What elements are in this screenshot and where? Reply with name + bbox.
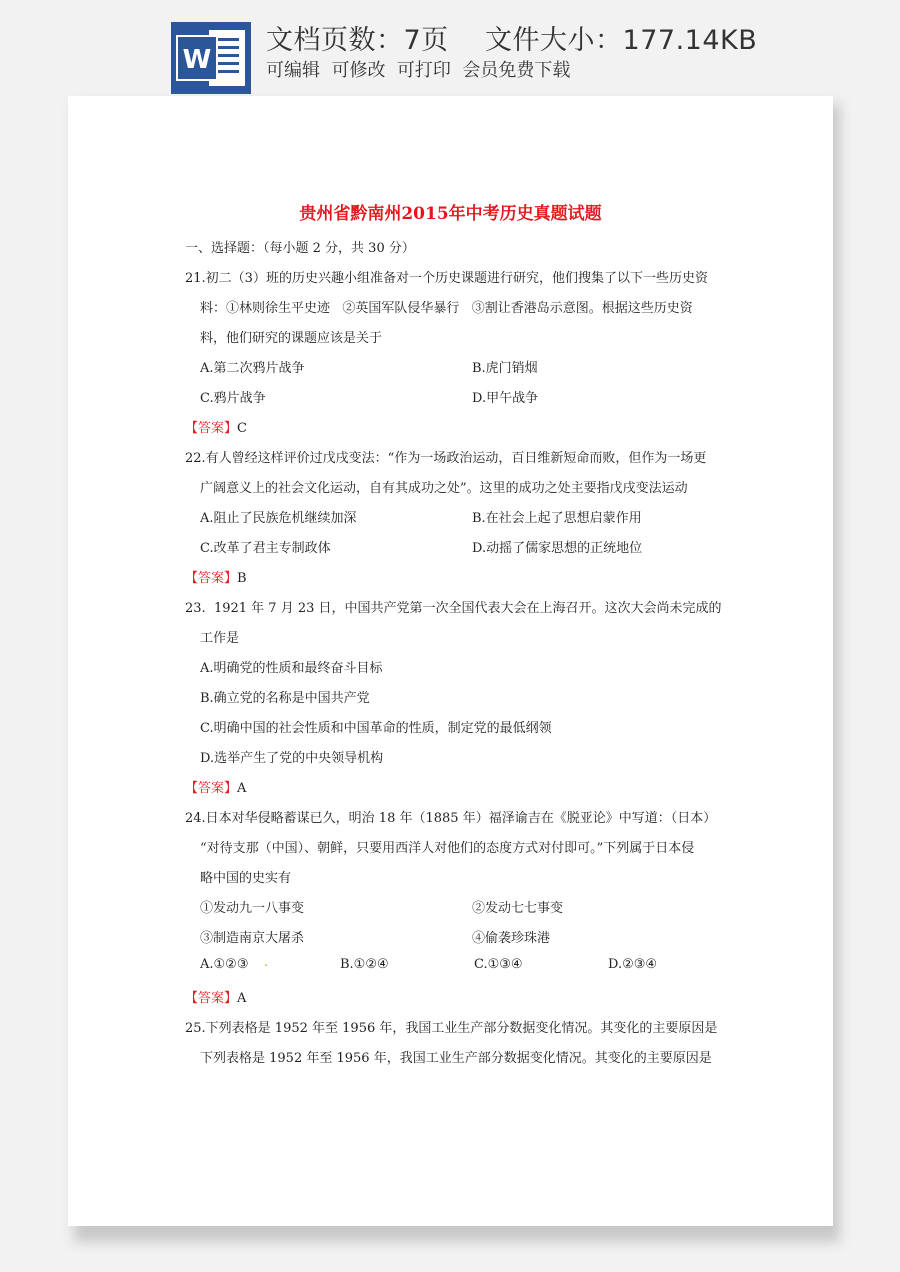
question-24-line2: “对待支那（中国）、朝鲜，只要用西洋人对他们的态度方式对付即可。”下列属于日本侵: [200, 841, 695, 856]
document-page: [68, 96, 833, 1226]
word-document-icon: [171, 22, 251, 94]
question-22-option-b: B.在社会上起了思想启蒙作用: [472, 511, 642, 526]
question-24-line3: 略中国的史实有: [200, 871, 292, 886]
answer-label: 【答案】: [185, 991, 238, 1006]
question-23-option-c: C.明确中国的社会性质和中国革命的性质，制定党的最低纲领: [200, 721, 552, 736]
answer-value: B: [237, 571, 247, 586]
question-23-line1: 23. 1921 年 7 月 23 日，中国共产党第一次全国代表大会在上海召开。这次大会尚未完成的: [185, 601, 722, 616]
question-21-line3: 料，他们研究的课题应该是关于: [200, 331, 383, 346]
question-21-answer: [185, 417, 247, 436]
question-23-line2: 工作是: [200, 631, 240, 646]
feature-list: 可编辑 可修改 可打印 会员免费下载: [266, 60, 571, 81]
question-24-option-c: C.①③④: [474, 957, 523, 972]
document-title: 贵州省黔南州2015年中考历史真题试题: [299, 204, 602, 224]
question-21-line1: 21.初二（3）班的历史兴趣小组准备对一个历史课题进行研究，他们搜集了以下一些历史资: [185, 271, 708, 286]
question-23-answer: [185, 777, 246, 796]
question-25-line1: 25.下列表格是 1952 年至 1956 年，我国工业生产部分数据变化情况。其变化的主要原因是: [185, 1021, 718, 1036]
question-24-answer: [185, 987, 246, 1006]
question-22-line1: 22.有人曾经这样评价过戊戌变法：“作为一场政治运动，百日维新短命而败，但作为一场更: [185, 451, 707, 466]
question-23-option-d: D.选举产生了党的中央领导机构: [200, 751, 384, 766]
answer-label: 【答案】: [185, 781, 238, 796]
question-22-option-d: D.动摇了儒家思想的正统地位: [472, 541, 643, 556]
document-info-banner: [0, 0, 900, 96]
stray-mark: .: [264, 955, 269, 970]
file-size: 文件大小：177.14KB: [485, 25, 758, 56]
answer-value: C: [237, 421, 247, 436]
question-22-option-c: C.改革了君主专制政体: [200, 541, 331, 556]
answer-value: A: [237, 991, 247, 1006]
question-22-line2: 广阔意义上的社会文化运动，自有其成功之处”。这里的成功之处主要指戊戌变法运动: [200, 481, 688, 496]
question-25-line2: 下列表格是 1952 年至 1956 年，我国工业生产部分数据变化情况。其变化的主要原因是: [200, 1051, 712, 1066]
section-heading: 一、选择题：（每小题 2 分，共 30 分）: [185, 241, 415, 256]
question-22-option-a: A.阻止了民族危机继续加深: [200, 511, 357, 526]
answer-label: 【答案】: [185, 571, 238, 586]
question-24-item-3: ③制造南京大屠杀: [200, 931, 305, 946]
question-21-option-a: A.第二次鸦片战争: [200, 361, 305, 376]
question-23-option-a: A.明确党的性质和最终奋斗目标: [200, 661, 383, 676]
question-24-option-a: A.①②③: [200, 957, 249, 972]
page-count: 文档页数：7页: [266, 25, 449, 56]
question-21-option-b: B.虎门销烟: [472, 361, 538, 376]
question-21-option-c: C.鸦片战争: [200, 391, 266, 406]
question-24-option-d: D.②③④: [608, 957, 658, 972]
question-24-item-2: ②发动七七事变: [472, 901, 564, 916]
svg-text:W: W: [182, 45, 212, 75]
question-24-line1: 24.日本对华侵略蓄谋已久，明治 18 年（1885 年）福泽谕吉在《脱亚论》中写道：（日本）: [185, 811, 717, 826]
question-21-option-d: D.甲午战争: [472, 391, 539, 406]
answer-value: A: [237, 781, 247, 796]
file-info-title: [266, 18, 757, 57]
question-21-line2: 料：①林则徐生平史迹 ②英国军队侵华暴行 ③割让香港岛示意图。根据这些历史资: [200, 301, 693, 316]
question-23-option-b: B.确立党的名称是中国共产党: [200, 691, 370, 706]
question-24-item-4: ④偷袭珍珠港: [472, 931, 551, 946]
question-22-answer: [185, 567, 247, 586]
question-24-option-b: B.①②④: [340, 957, 389, 972]
answer-label: 【答案】: [185, 421, 238, 436]
question-24-item-1: ①发动九一八事变: [200, 901, 305, 916]
